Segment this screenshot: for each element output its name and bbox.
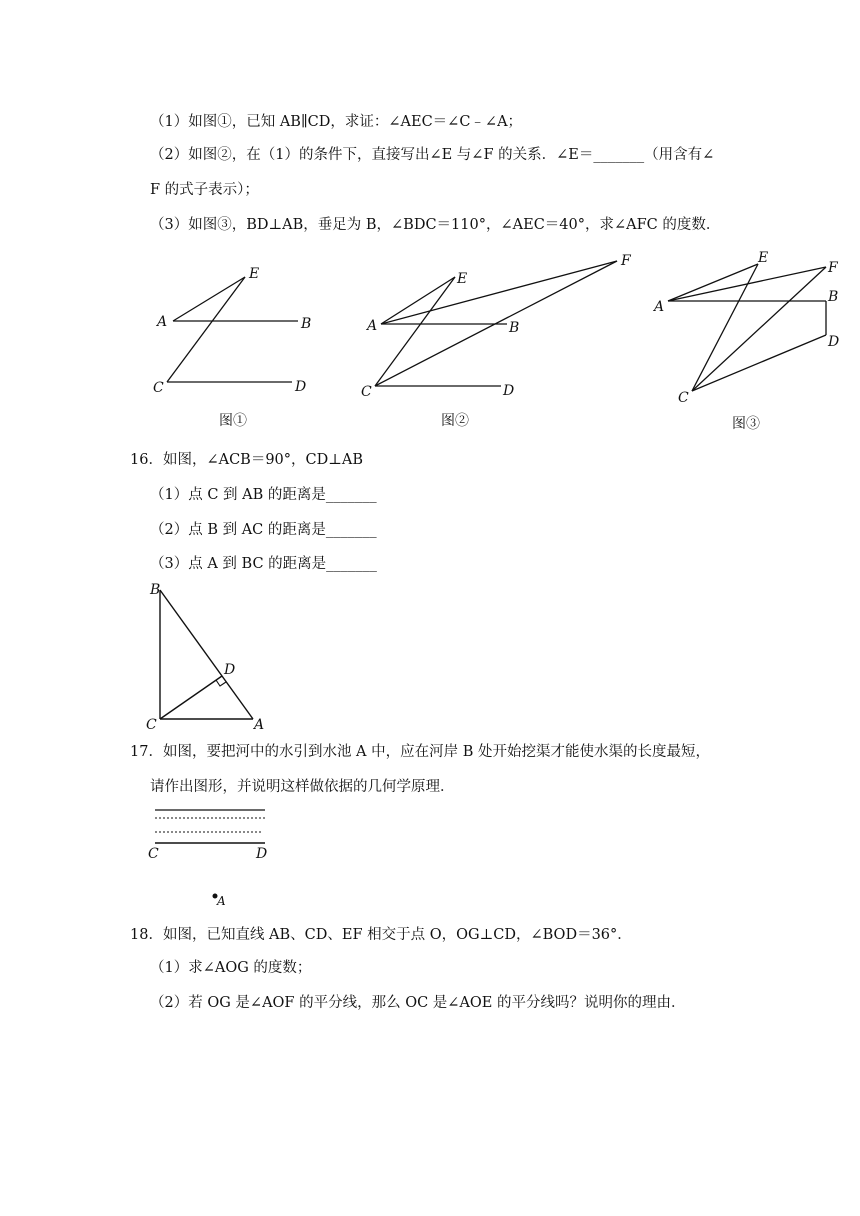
fig1-label-e: E: [249, 266, 260, 282]
q16-label-a: A: [254, 717, 265, 733]
fig1-label-c: C: [153, 380, 164, 396]
fig2-label-c: C: [361, 384, 372, 400]
fig3-label-c: C: [678, 390, 689, 406]
q16-part2: （2）点 B 到 AC 的距离是_______: [150, 522, 377, 538]
fig2-label-f: F: [621, 253, 631, 269]
q17-line1: 17．如图，要把河中的水引到水池 A 中，应在河岸 B 处开始挖渠才能使水渠的长度最短，: [130, 744, 711, 760]
q17-label-a: A: [217, 894, 226, 908]
fig3-label-d: D: [828, 334, 840, 350]
figure-3: [648, 248, 848, 408]
fig3-label-f: F: [828, 260, 838, 276]
q18-part1: （1）求∠AOG 的度数；: [150, 960, 312, 976]
fig2-caption: 图②: [441, 413, 469, 429]
fig1-label-a: A: [157, 314, 168, 330]
fig1-caption: 图①: [219, 413, 247, 429]
q16-part3: （3）点 A 到 BC 的距离是_______: [150, 556, 377, 572]
fig1-label-b: B: [301, 316, 312, 332]
q17-label-d: D: [256, 846, 268, 862]
fig2-label-b: B: [509, 320, 520, 336]
q16-label-b: B: [150, 582, 161, 598]
fig3-caption: 图③: [732, 416, 760, 432]
fig2-label-e: E: [457, 271, 468, 287]
fig3-label-e: E: [758, 250, 769, 266]
q17-label-c: C: [148, 846, 159, 862]
figure-q17-river: [140, 802, 290, 910]
q15-part2-line2: F 的式子表示）；: [150, 182, 259, 198]
fig3-label-a: A: [654, 299, 665, 315]
figure-q16-triangle: [140, 578, 280, 738]
q15-part2-line1: （2）如图②，在（1）的条件下，直接写出∠E 与∠F 的关系．∠E＝_______（用含有∠: [150, 147, 715, 163]
q16-part1: （1）点 C 到 AB 的距离是_______: [150, 487, 377, 503]
q15-part3: （3）如图③，BD⊥AB，垂足为 B，∠BDC＝110°，∠AEC＝40°，求∠AFC 的度数．: [150, 217, 721, 233]
q16-label-c: C: [146, 717, 157, 733]
q17-line2: 请作出图形，并说明这样做依据的几何学原理．: [150, 779, 455, 795]
q16-label-d: D: [224, 662, 236, 678]
figure-2: [355, 250, 645, 400]
fig2-label-a: A: [367, 318, 378, 334]
q16-title: 16．如图，∠ACB＝90°，CD⊥AB: [130, 452, 364, 468]
q15-part1: （1）如图①，已知 AB∥CD，求证：∠AEC＝∠C﹣∠A；: [150, 114, 523, 130]
q18-title: 18．如图，已知直线 AB、CD、EF 相交于点 O，OG⊥CD，∠BOD＝36°．: [130, 927, 632, 943]
fig3-label-b: B: [828, 289, 839, 305]
fig2-label-d: D: [503, 383, 515, 399]
figure-1: [145, 258, 325, 398]
fig1-label-d: D: [295, 379, 307, 395]
q18-part2: （2）若 OG 是∠AOF 的平分线，那么 OC 是∠AOE 的平分线吗？说明你的理由．: [150, 995, 686, 1011]
